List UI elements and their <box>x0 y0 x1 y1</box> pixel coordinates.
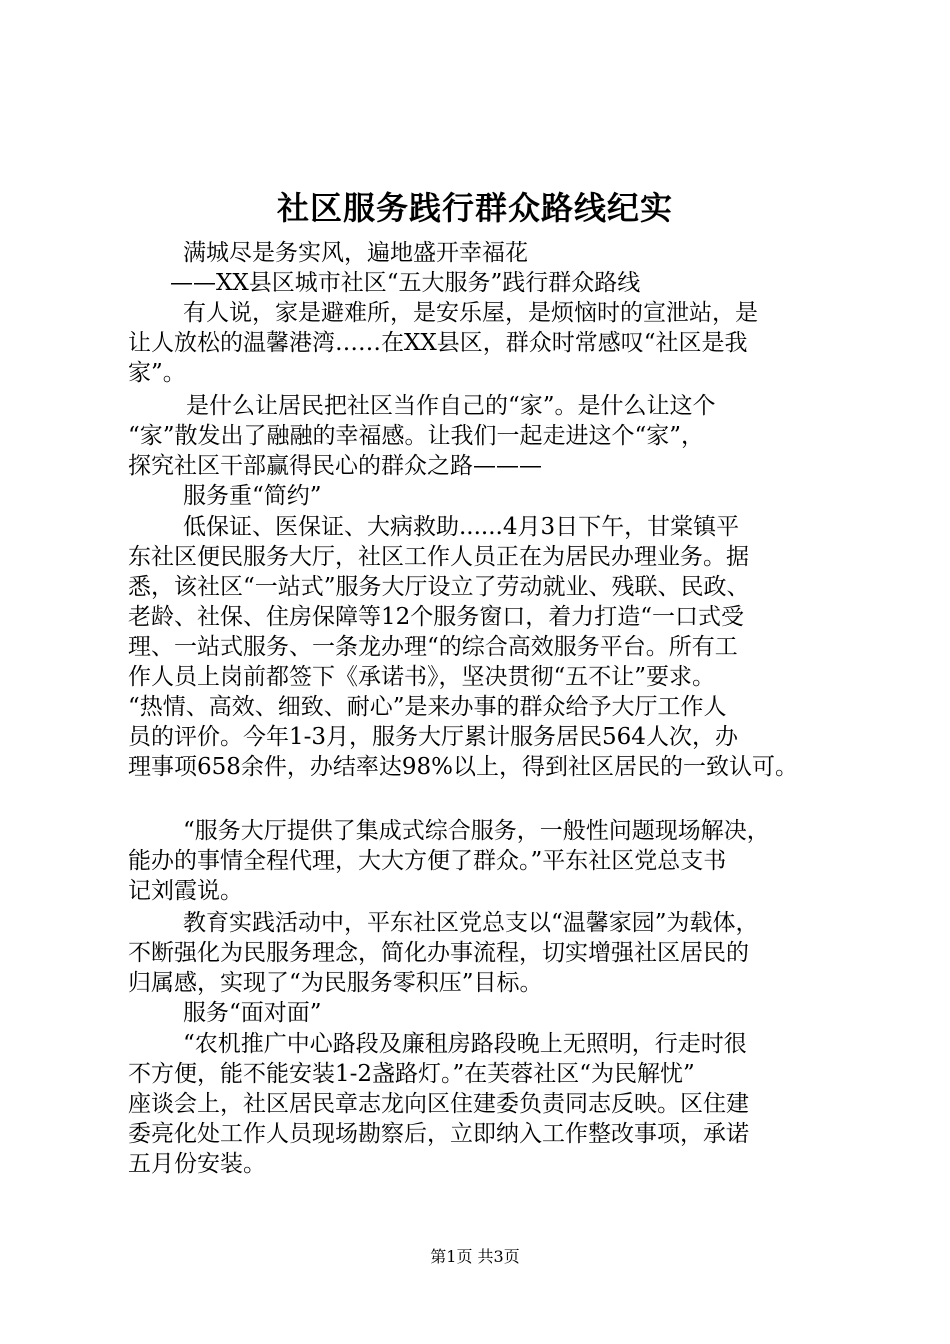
paragraph-line: “农机推广中心路段及廉租房路段晚上无照明，行走时很 <box>183 1031 747 1057</box>
page-footer: 第1页 共3页 <box>430 1247 520 1266</box>
paragraph-line: 家”。 <box>128 360 186 386</box>
paragraph-line: 座谈会上，社区居民章志龙向区住建委负责同志反映。区住建 <box>128 1091 749 1117</box>
paragraph-line: 探究社区干部赢得民心的群众之路——— <box>128 453 542 479</box>
paragraph-line: 低保证、医保证、大病救助......4月3日下午，甘棠镇平 <box>183 514 740 540</box>
paragraph-line: 东社区便民服务大厅，社区工作人员正在为居民办理业务。据 <box>128 544 749 570</box>
paragraph-line: 五月份安装。 <box>128 1151 266 1177</box>
paragraph-line: 员的评价。今年1-3月，服务大厅累计服务居民564人次，办 <box>128 724 738 750</box>
paragraph-line: “热情、高效、细致、耐心”是来办事的群众给予大厅工作人 <box>128 694 727 720</box>
document-title: 社区服务践行群众路线纪实 <box>276 189 673 227</box>
paragraph-line: 是什么让居民把社区当作自己的“家”。是什么让这个 <box>186 393 716 419</box>
paragraph-line: 归属感，实现了“为民服务零积压”目标。 <box>128 970 543 996</box>
paragraph-line: 理、一站式服务、一条龙办理“的综合高效服务平台。所有工 <box>128 634 738 660</box>
section-heading: 服务“面对面” <box>183 1000 322 1026</box>
subtitle-line: ——XX县区城市社区“五大服务”践行群众路线 <box>170 270 641 296</box>
paragraph-line: 悉，该社区“一站式”服务大厅设立了劳动就业、残联、民政、 <box>128 574 750 600</box>
paragraph-line: 不方便，能不能安装1-2盏路灯。”在芙蓉社区“为民解忧” <box>128 1061 695 1087</box>
paragraph-line: 不断强化为民服务理念，简化办事流程，切实增强社区居民的 <box>128 940 749 966</box>
paragraph-line: 理事项658余件，办结率达98%以上，得到社区居民的一致认可。 <box>128 754 799 780</box>
paragraph-line: 让人放松的温馨港湾……在XX县区，群众时常感叹“社区是我 <box>128 330 748 356</box>
section-heading: 服务重“简约” <box>183 483 322 509</box>
paragraph-line: “服务大厅提供了集成式综合服务，一般性问题现场解决， <box>183 818 770 844</box>
paragraph-line: 教育实践活动中，平东社区党总支以“温馨家园”为载体， <box>183 910 759 936</box>
paragraph-line: 记刘霞说。 <box>128 878 243 904</box>
paragraph-line: 作人员上岗前都签下《承诺书》，坚决贯彻“五不让”要求。 <box>128 664 716 690</box>
paragraph-line: 老龄、社保、住房保障等12个服务窗口，着力打造“一口式受 <box>128 604 745 630</box>
paragraph-line: 委亮化处工作人员现场勘察后，立即纳入工作整改事项，承诺 <box>128 1121 749 1147</box>
paragraph-line: “家”散发出了融融的幸福感。让我们一起走进这个“家”， <box>128 423 705 449</box>
subtitle-line: 满城尽是务实风，遍地盛开幸福花 <box>183 240 528 266</box>
paragraph-line: 能办的事情全程代理，大大方便了群众。”平东社区党总支书 <box>128 848 727 874</box>
paragraph-line: 有人说，家是避难所，是安乐屋，是烦恼时的宣泄站，是 <box>183 300 758 326</box>
